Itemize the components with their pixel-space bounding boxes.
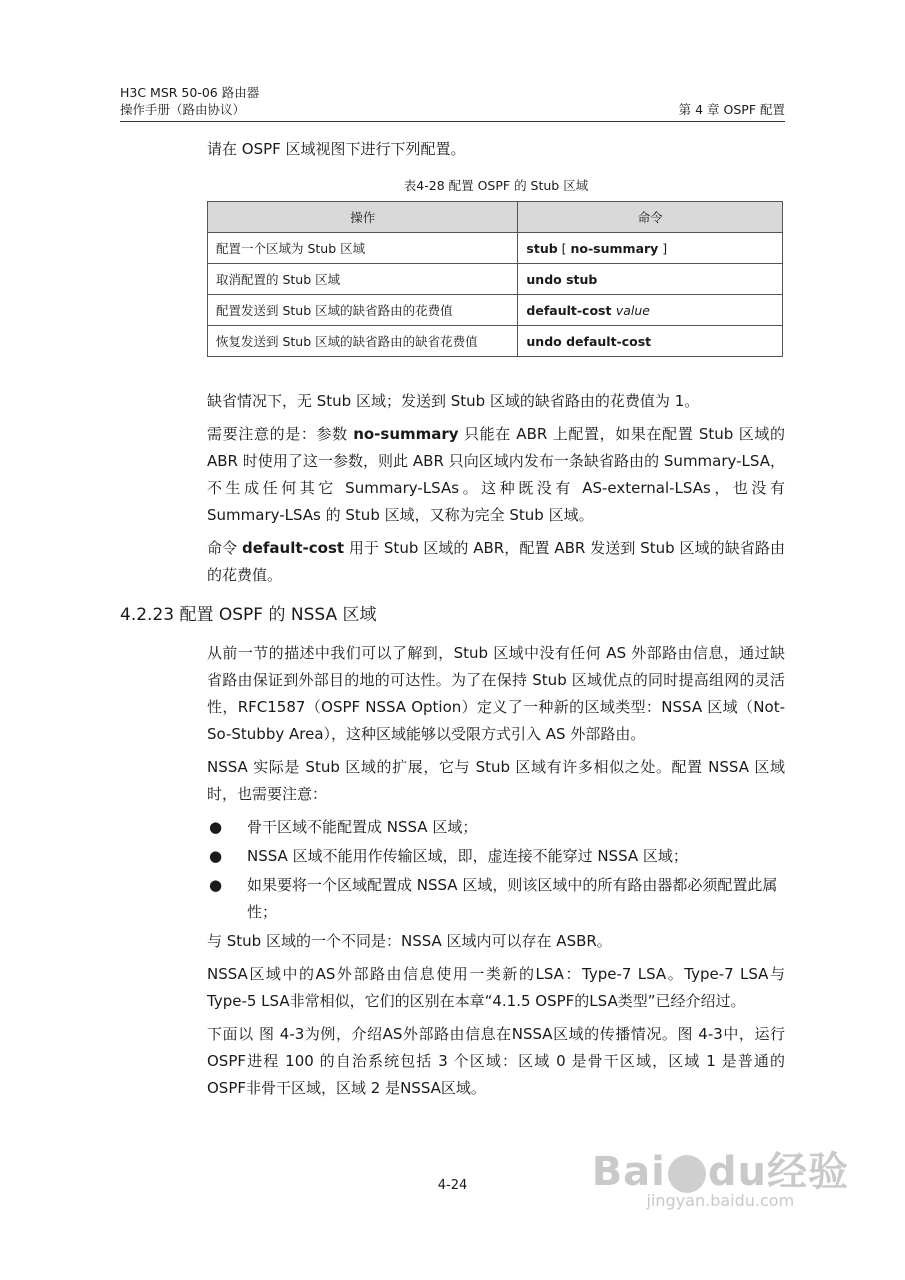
no-summary-note xyxy=(207,421,785,529)
header-chapter: 第 4 章 OSPF 配置 xyxy=(678,102,785,117)
keyword: no-summary xyxy=(353,425,459,443)
bullet-text: NSSA 区域不能用作传输区域，即，虚连接不能穿过 NSSA 区域； xyxy=(247,847,688,865)
command-cell: undo stub xyxy=(518,264,783,295)
page-header xyxy=(120,84,785,118)
baidu-watermark xyxy=(592,1140,849,1210)
watermark-url: jingyan.baidu.com xyxy=(646,1191,795,1210)
nssa-extension: NSSA 实际是 Stub 区域的扩展，它与 Stub 区域有许多相似之处。配置 NSSA 区域时，也需要注意： xyxy=(207,758,785,803)
keyword: default-cost xyxy=(242,539,345,557)
column-header-operation: 操作 xyxy=(208,202,518,233)
page-number: 4-24 xyxy=(437,1178,468,1193)
list-item xyxy=(207,843,785,870)
logo-text: 经验 xyxy=(767,1149,849,1195)
operation-cell: 恢复发送到 Stub 区域的缺省路由的缺省花费值 xyxy=(208,326,518,357)
command-cell xyxy=(518,233,783,264)
default-note: 缺省情况下，无 Stub 区域；发送到 Stub 区域的缺省路由的花费值为 1。 xyxy=(207,392,700,410)
text-run: 需要注意的是：参数 xyxy=(207,425,354,443)
figure-reference: 下面以 图 4-3为例，介绍AS外部路由信息在NSSA区域的传播情况。图 4-3中，运行OSPF进程 100 的自治系统包括 3 个区域：区域 0 是骨干区域，区域 1 是普通的OSPF非骨干区域，区域 2 是NSSA区域。 xyxy=(207,1025,785,1097)
operation-cell: 配置一个区域为 Stub 区域 xyxy=(208,233,518,264)
list-item xyxy=(207,872,785,926)
command-argument: value xyxy=(615,302,650,318)
stub-config-table xyxy=(207,201,783,357)
table-caption: 表4-28 配置 OSPF 的 Stub 区域 xyxy=(403,178,589,193)
command-keyword: stub xyxy=(526,240,558,256)
default-cost-note xyxy=(207,535,785,589)
column-header-command: 命令 xyxy=(518,202,783,233)
header-divider xyxy=(120,121,785,122)
text-run: 用于 Stub 区域的 ABR，配置 ABR 发送到 Stub 区域的缺省路由的花费值。 xyxy=(207,539,785,584)
table-row xyxy=(208,295,783,326)
table-row xyxy=(208,233,783,264)
operation-cell: 配置发送到 Stub 区域的缺省路由的花费值 xyxy=(208,295,518,326)
intro-text: 请在 OSPF 区域视图下进行下列配置。 xyxy=(207,140,466,158)
header-manual: 操作手册（路由协议） xyxy=(120,102,246,117)
logo-text: du xyxy=(707,1149,767,1195)
section-title: 4.2.23 配置 OSPF 的 NSSA 区域 xyxy=(120,605,377,625)
text-run: 只能在 ABR 上配置，如果在配置 Stub 区域的 ABR 时使用了这一参数，则此 ABR 只向区域内发布一条缺省路由的 Summary-LSA，不生成任何其它 Summary-LSAs。这种既没有 AS-external-LSAs，也没有 Summary-LSAs 的 Stub 区域，又称为完全 Stub 区域。 xyxy=(207,425,785,524)
header-product: H3C MSR 50-06 路由器 xyxy=(120,85,260,100)
command-keyword: default-cost xyxy=(526,302,612,318)
operation-cell: 取消配置的 Stub 区域 xyxy=(208,264,518,295)
command-keyword: no-summary xyxy=(570,240,659,256)
paw-icon xyxy=(668,1155,706,1193)
list-item xyxy=(207,814,785,841)
bullet-icon: ● xyxy=(209,818,223,836)
command-cell: undo default-cost xyxy=(518,326,783,357)
text-run: 命令 xyxy=(207,539,242,557)
bullet-icon: ● xyxy=(209,847,223,865)
table-row xyxy=(208,326,783,357)
logo-text: Bai xyxy=(591,1149,666,1195)
type7-note: NSSA区域中的AS外部路由信息使用一类新的LSA：Type-7 LSA。Type-7 LSA与Type-5 LSA非常相似，它们的区别在本章“4.1.5 OSPF的LSA类型”已经介绍过。 xyxy=(207,965,785,1010)
stub-notes xyxy=(207,388,785,595)
bullet-text: 如果要将一个区域配置成 NSSA 区域，则该区域中的所有路由器都必须配置此属性； xyxy=(247,876,778,921)
table-header-row xyxy=(208,202,783,233)
command-bracket-open: [ xyxy=(557,240,571,256)
asbr-note: 与 Stub 区域的一个不同是：NSSA 区域内可以存在 ASBR。 xyxy=(207,932,612,950)
baidu-logo xyxy=(592,1140,849,1197)
nssa-intro: 从前一节的描述中我们可以了解到，Stub 区域中没有任何 AS 外部路由信息，通过缺省路由保证到外部目的地的可达性。为了在保持 Stub 区域优点的同时提高组网的灵活性，RFC1587（OSPF NSSA Option）定义了一种新的区域类型：NSSA 区域（Not-So-Stubby Area），这种区域能够以受限方式引入 AS 外部路由。 xyxy=(207,644,785,743)
command-cell xyxy=(518,295,783,326)
nssa-section xyxy=(207,640,785,1108)
table-row xyxy=(208,264,783,295)
bullet-icon: ● xyxy=(209,876,223,894)
command-bracket-close: ] xyxy=(658,240,668,256)
bullet-text: 骨干区域不能配置成 NSSA 区域； xyxy=(247,818,478,836)
